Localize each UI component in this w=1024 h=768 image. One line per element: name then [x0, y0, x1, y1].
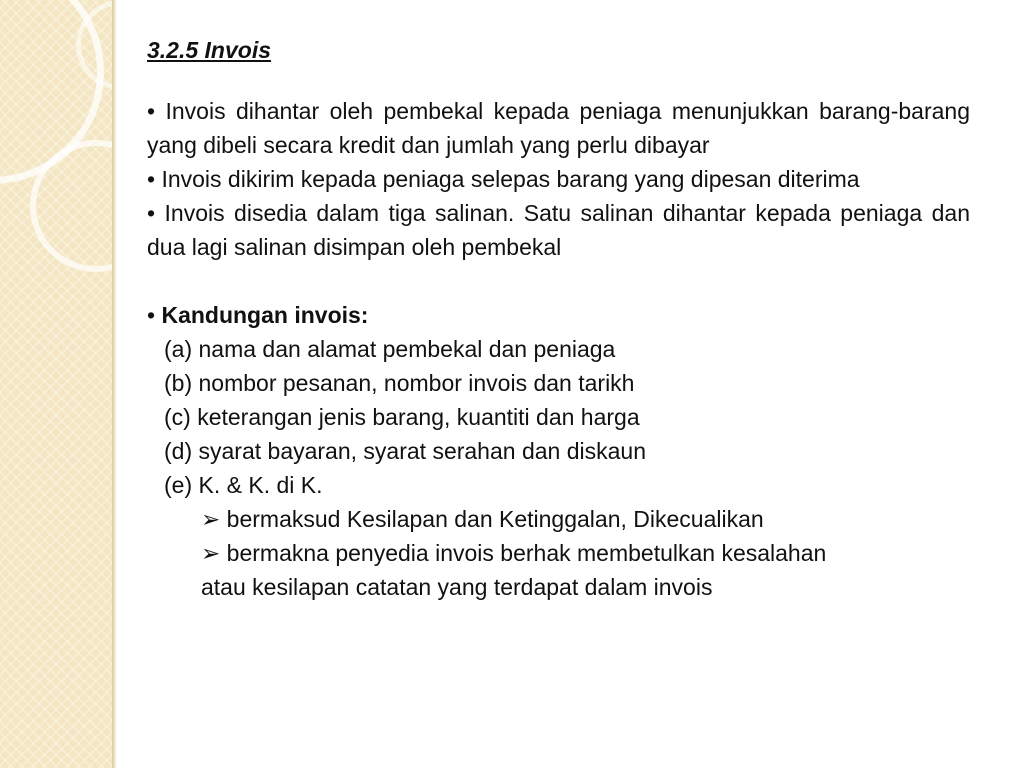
kandungan-item: (a) nama dan alamat pembekal dan peniaga	[164, 336, 616, 362]
bullet-item	[147, 162, 970, 196]
bullet-item	[147, 94, 970, 162]
sub-item-text: bermaksud Kesilapan dan Ketinggalan, Dikecualikan	[226, 506, 764, 532]
sub-item	[147, 502, 970, 536]
bullet-item	[147, 196, 970, 264]
bullet-text: Invois disedia dalam tiga salinan. Satu salinan dihantar kepada peniaga dan dua lagi salinan disimpan oleh pembekal	[147, 200, 970, 260]
bullet-text: Invois dikirim kepada peniaga selepas barang yang dipesan diterima	[161, 166, 860, 192]
bullet-icon: •	[147, 200, 156, 226]
bullet-icon: •	[147, 98, 156, 124]
kandungan-item: (e) K. & K. di K.	[164, 472, 323, 498]
bullet-icon: •	[147, 302, 156, 328]
bullet-text: Invois dihantar oleh pembekal kepada peniaga menunjukkan barang-barang yang dibeli secara kredit dan jumlah yang perlu dibayar	[147, 98, 970, 158]
spacer	[147, 264, 970, 298]
kandungan-item: (c) keterangan jenis barang, kuantiti dan harga	[164, 404, 640, 430]
sub-item-text: bermakna penyedia invois berhak membetulkan kesalahan	[226, 540, 827, 566]
kandungan-item: (d) syarat bayaran, syarat serahan dan diskaun	[164, 438, 646, 464]
bullet-icon: •	[147, 166, 156, 192]
slide-title: 3.2.5 Invois	[147, 37, 272, 63]
decorative-side-panel	[0, 0, 112, 768]
sub-item	[147, 536, 970, 570]
kandungan-heading-row	[147, 298, 970, 332]
kandungan-heading: Kandungan invois:	[161, 302, 369, 328]
arrow-icon: ➢	[201, 540, 221, 566]
slide-content	[147, 30, 970, 604]
sub-item-continuation: atau kesilapan catatan yang terdapat dalam invois	[201, 574, 713, 600]
panel-divider	[112, 0, 117, 768]
kandungan-item: (b) nombor pesanan, nombor invois dan tarikh	[164, 370, 635, 396]
arrow-icon: ➢	[201, 506, 221, 532]
